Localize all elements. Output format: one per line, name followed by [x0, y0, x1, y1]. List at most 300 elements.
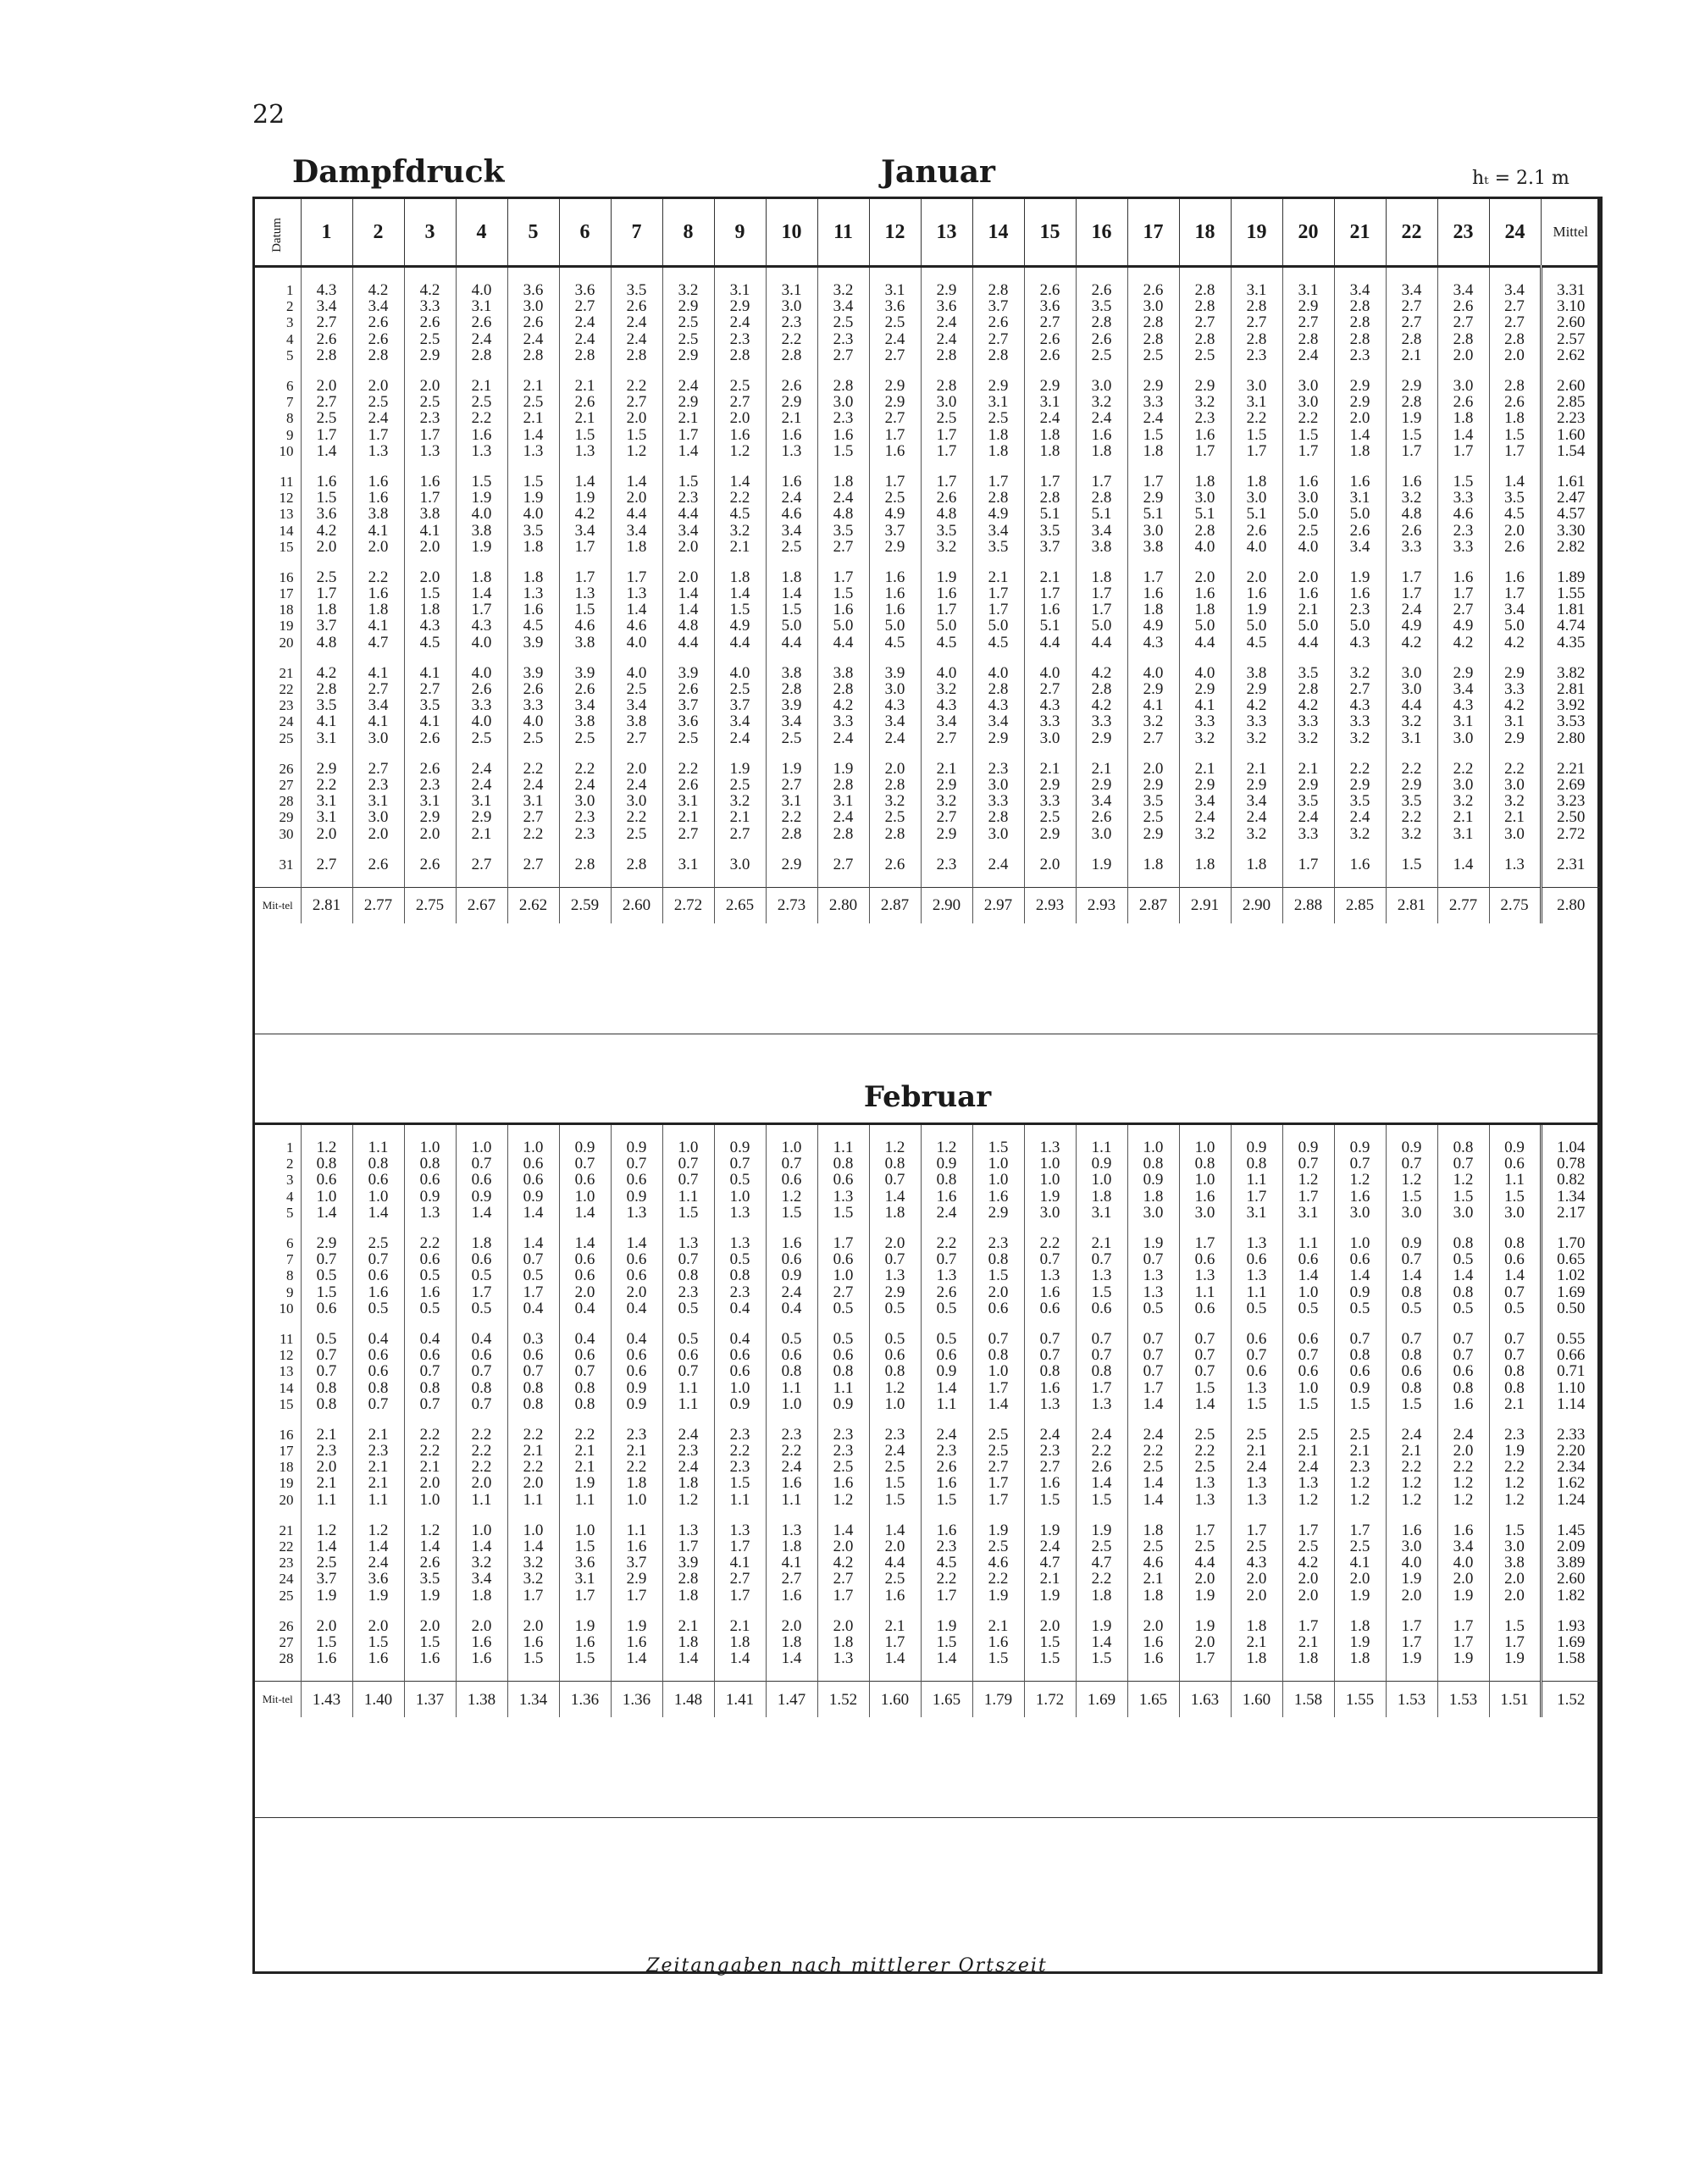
value-cell: 2.2	[611, 809, 662, 825]
day-cell: 25	[279, 1587, 294, 1604]
value-cell: 1.2	[817, 1492, 869, 1508]
value-cell: 1.4	[352, 1538, 404, 1555]
value-cell: 0.8	[1437, 1139, 1489, 1156]
value-cell: 3.0	[1282, 490, 1334, 506]
value-cell: 0.8	[301, 1396, 352, 1412]
value-cell: 2.3	[921, 1538, 972, 1555]
value-cell: 1.6	[817, 427, 869, 443]
value-cell: 1.8	[1127, 1522, 1179, 1538]
value-cell: 4.1	[1127, 697, 1179, 713]
value-cell: 1.2	[1437, 1492, 1489, 1508]
february-table	[255, 1125, 1600, 1717]
value-cell: 2.2	[456, 1427, 507, 1443]
value-cell: 4.5	[869, 635, 921, 651]
value-cell: 1.3	[559, 443, 611, 459]
value-cell: 1.7	[559, 539, 611, 555]
value-cell: 4.9	[972, 506, 1024, 522]
value-cell: 2.6	[1386, 522, 1437, 538]
value-cell: 1.7	[1386, 1634, 1437, 1650]
value-cell: 2.1	[352, 1427, 404, 1443]
day-cell: 20	[279, 1491, 294, 1508]
value-cell: 0.4	[559, 1331, 611, 1347]
value-cell: 4.4	[1076, 635, 1127, 651]
value-cell: 0.8	[404, 1379, 456, 1395]
value-cell: 0.8	[507, 1379, 559, 1395]
value-cell: 2.7	[972, 331, 1024, 347]
value-cell: 3.5	[507, 522, 559, 538]
value-cell: 3.3	[1437, 490, 1489, 506]
value-cell: 1.4	[559, 474, 611, 490]
value-cell: 2.4	[766, 1459, 817, 1475]
day-cell: 24	[279, 713, 294, 730]
value-cell: 2.7	[817, 1571, 869, 1587]
value-cell: 1.6	[456, 427, 507, 443]
value-cell: 2.6	[662, 777, 714, 793]
value-cell: 2.5	[972, 410, 1024, 426]
value-cell: 3.4	[352, 298, 404, 314]
value-cell: 1.8	[817, 1634, 869, 1650]
value-cell: 0.8	[352, 1156, 404, 1172]
value-cell: 0.9	[611, 1379, 662, 1395]
hourly-mean-cell: 2.73	[766, 887, 817, 923]
value-cell: 5.0	[1076, 618, 1127, 634]
value-cell: 3.7	[301, 1571, 352, 1587]
value-cell: 2.1	[1231, 1634, 1282, 1650]
value-cell: 2.0	[1024, 1618, 1076, 1634]
value-cell: 2.7	[714, 394, 766, 410]
value-cell: 1.8	[1282, 1650, 1334, 1666]
value-cell: 1.3	[559, 585, 611, 601]
value-cell: 1.1	[611, 1522, 662, 1538]
value-cell: 2.8	[1127, 331, 1179, 347]
value-cell: 4.2	[817, 1555, 869, 1571]
value-cell: 1.7	[972, 474, 1024, 490]
value-cell: 2.1	[714, 539, 766, 555]
value-cell: 0.5	[1437, 1251, 1489, 1267]
daily-mean-cell: 2.20	[1541, 1443, 1600, 1459]
value-cell: 2.2	[662, 761, 714, 777]
value-cell: 4.0	[456, 713, 507, 729]
value-cell: 0.7	[1179, 1331, 1231, 1347]
value-cell: 2.1	[559, 1443, 611, 1459]
value-cell: 2.2	[1231, 410, 1282, 426]
value-cell: 1.6	[766, 427, 817, 443]
value-cell: 2.0	[1282, 1588, 1334, 1604]
daily-mean-cell: 1.54	[1541, 443, 1600, 459]
table-row	[255, 1139, 1600, 1156]
value-cell: 3.1	[1076, 1205, 1127, 1221]
value-cell: 0.9	[714, 1396, 766, 1412]
value-cell: 4.0	[1437, 1555, 1489, 1571]
table-row	[255, 1588, 1600, 1604]
value-cell: 1.7	[352, 427, 404, 443]
value-cell: 1.0	[301, 1189, 352, 1205]
value-cell: 1.6	[1386, 1522, 1437, 1538]
value-cell: 3.2	[507, 1571, 559, 1587]
value-cell: 2.7	[507, 809, 559, 825]
value-cell: 0.6	[1024, 1300, 1076, 1316]
value-cell: 0.6	[507, 1156, 559, 1172]
value-cell: 3.1	[1231, 1205, 1282, 1221]
value-cell: 3.2	[1437, 793, 1489, 809]
table-row	[255, 1267, 1600, 1283]
value-cell: 2.6	[507, 314, 559, 330]
value-cell: 4.0	[714, 665, 766, 681]
value-cell: 1.0	[1179, 1139, 1231, 1156]
value-cell: 1.6	[766, 1235, 817, 1251]
day-cell: 5	[286, 346, 294, 363]
value-cell: 2.0	[507, 1618, 559, 1634]
value-cell: 1.1	[766, 1379, 817, 1395]
page-number: 22	[252, 100, 285, 130]
value-cell: 2.8	[766, 681, 817, 697]
value-cell: 5.0	[766, 618, 817, 634]
value-cell: 1.6	[1334, 856, 1386, 873]
daily-mean-cell: 1.34	[1541, 1189, 1600, 1205]
daily-mean-cell: 2.34	[1541, 1459, 1600, 1475]
value-cell: 4.3	[921, 697, 972, 713]
value-cell: 3.1	[1282, 282, 1334, 298]
value-cell: 3.3	[1282, 713, 1334, 729]
value-cell: 2.5	[817, 1459, 869, 1475]
value-cell: 2.1	[662, 809, 714, 825]
value-cell: 4.2	[352, 282, 404, 298]
value-cell: 2.4	[869, 730, 921, 746]
value-cell: 1.7	[662, 427, 714, 443]
value-cell: 0.7	[662, 1172, 714, 1188]
value-cell: 2.4	[559, 331, 611, 347]
day-cell: 12	[279, 1347, 294, 1364]
value-cell: 1.8	[1179, 856, 1231, 873]
day-cell: 9	[286, 426, 294, 443]
value-cell: 2.3	[1231, 347, 1282, 363]
value-cell: 0.5	[817, 1300, 869, 1316]
day-cell: 24	[279, 1571, 294, 1588]
value-cell: 4.5	[921, 1555, 972, 1571]
value-cell: 2.3	[766, 314, 817, 330]
value-cell: 2.8	[972, 347, 1024, 363]
value-cell: 0.6	[1386, 1363, 1437, 1379]
value-cell: 2.5	[1282, 1427, 1334, 1443]
daily-mean-cell: 3.31	[1541, 282, 1600, 298]
value-cell: 0.6	[456, 1347, 507, 1363]
value-cell: 3.1	[766, 282, 817, 298]
value-cell: 1.0	[559, 1189, 611, 1205]
value-cell: 3.6	[559, 282, 611, 298]
value-cell: 0.8	[1024, 1363, 1076, 1379]
value-cell: 2.5	[404, 394, 456, 410]
value-cell: 1.7	[921, 427, 972, 443]
hour-header: 13	[921, 199, 972, 267]
value-cell: 0.6	[1282, 1251, 1334, 1267]
value-cell: 1.3	[1024, 1267, 1076, 1283]
value-cell: 1.7	[869, 427, 921, 443]
hourly-mean-cell: 2.77	[352, 887, 404, 923]
value-cell: 1.7	[1282, 443, 1334, 459]
table-row	[255, 635, 1600, 651]
value-cell: 1.9	[1334, 1588, 1386, 1604]
value-cell: 0.5	[456, 1267, 507, 1283]
value-cell: 0.9	[1334, 1139, 1386, 1156]
value-cell: 1.4	[662, 585, 714, 601]
value-cell: 2.0	[404, 825, 456, 841]
value-cell: 2.7	[921, 730, 972, 746]
value-cell: 3.8	[559, 713, 611, 729]
value-cell: 0.4	[714, 1331, 766, 1347]
value-cell: 3.3	[1437, 539, 1489, 555]
value-cell: 3.3	[1386, 539, 1437, 555]
value-cell: 3.5	[1282, 665, 1334, 681]
day-cell: 6	[286, 1235, 294, 1252]
value-cell: 2.6	[559, 394, 611, 410]
value-cell: 0.9	[1334, 1379, 1386, 1395]
value-cell: 2.5	[1231, 1427, 1282, 1443]
value-cell: 2.1	[869, 1618, 921, 1634]
value-cell: 2.1	[766, 410, 817, 426]
value-cell: 1.3	[714, 1235, 766, 1251]
value-cell: 1.5	[921, 1634, 972, 1650]
value-cell: 3.6	[507, 282, 559, 298]
daily-mean-cell: 1.55	[1541, 585, 1600, 601]
day-cell: 16	[279, 568, 294, 585]
value-cell: 0.6	[1489, 1251, 1541, 1267]
value-cell: 1.2	[1386, 1475, 1437, 1491]
value-cell: 1.5	[766, 1205, 817, 1221]
value-cell: 2.5	[1127, 347, 1179, 363]
value-cell: 1.0	[404, 1139, 456, 1156]
value-cell: 2.6	[1437, 298, 1489, 314]
value-cell: 3.8	[559, 635, 611, 651]
value-cell: 2.7	[301, 394, 352, 410]
value-cell: 3.0	[972, 777, 1024, 793]
value-cell: 3.4	[456, 1571, 507, 1587]
value-cell: 1.9	[1024, 1522, 1076, 1538]
table-row	[255, 298, 1600, 314]
value-cell: 2.0	[301, 1618, 352, 1634]
value-cell: 1.7	[1282, 1522, 1334, 1538]
value-cell: 2.9	[1231, 681, 1282, 697]
value-cell: 4.6	[611, 618, 662, 634]
value-cell: 0.7	[1127, 1251, 1179, 1267]
hourly-mean-cell: 2.90	[1231, 887, 1282, 923]
value-cell: 3.0	[1127, 522, 1179, 538]
value-cell: 1.5	[1489, 1522, 1541, 1538]
day-cell: 7	[286, 1251, 294, 1268]
value-cell: 2.4	[1024, 1538, 1076, 1555]
value-cell: 3.8	[611, 713, 662, 729]
value-cell: 0.4	[507, 1300, 559, 1316]
hour-header: 2	[352, 199, 404, 267]
value-cell: 2.7	[766, 1571, 817, 1587]
value-cell: 0.6	[1334, 1363, 1386, 1379]
table-row	[255, 730, 1600, 746]
daily-mean-cell: 0.65	[1541, 1251, 1600, 1267]
value-cell: 1.7	[559, 1588, 611, 1604]
value-cell: 0.7	[1024, 1331, 1076, 1347]
hour-header: 10	[766, 199, 817, 267]
value-cell: 2.1	[714, 809, 766, 825]
value-cell: 2.6	[1076, 331, 1127, 347]
value-cell: 2.4	[921, 331, 972, 347]
value-cell: 2.9	[1437, 665, 1489, 681]
value-cell: 0.5	[1386, 1300, 1437, 1316]
table-row	[255, 1284, 1600, 1300]
value-cell: 3.2	[1179, 730, 1231, 746]
hour-header: 22	[1386, 199, 1437, 267]
value-cell: 1.6	[1024, 1284, 1076, 1300]
value-cell: 2.8	[1437, 331, 1489, 347]
daily-mean-cell: 1.69	[1541, 1284, 1600, 1300]
value-cell: 1.3	[456, 443, 507, 459]
value-cell: 3.5	[1386, 793, 1437, 809]
value-cell: 1.7	[714, 1538, 766, 1555]
value-cell: 1.2	[352, 1522, 404, 1538]
value-cell: 2.0	[352, 539, 404, 555]
value-cell: 1.3	[352, 443, 404, 459]
value-cell: 5.1	[1024, 618, 1076, 634]
value-cell: 0.8	[1076, 1363, 1127, 1379]
hourly-mean-cell: 1.38	[456, 1682, 507, 1718]
daily-mean-cell: 1.89	[1541, 569, 1600, 585]
day-cell: 22	[279, 1538, 294, 1555]
value-cell: 2.7	[1282, 314, 1334, 330]
value-cell: 2.0	[1334, 1571, 1386, 1587]
value-cell: 0.6	[921, 1347, 972, 1363]
value-cell: 2.3	[662, 1443, 714, 1459]
value-cell: 2.7	[1334, 681, 1386, 697]
value-cell: 0.9	[1282, 1139, 1334, 1156]
hour-header: 6	[559, 199, 611, 267]
value-cell: 1.9	[1437, 1588, 1489, 1604]
value-cell: 1.9	[1231, 601, 1282, 618]
value-cell: 0.5	[1437, 1300, 1489, 1316]
value-cell: 1.1	[766, 1492, 817, 1508]
value-cell: 2.8	[1076, 490, 1127, 506]
hourly-mean-cell: 2.90	[921, 887, 972, 923]
value-cell: 2.3	[559, 809, 611, 825]
value-cell: 2.6	[869, 856, 921, 873]
value-cell: 4.2	[1489, 635, 1541, 651]
value-cell: 3.1	[1231, 282, 1282, 298]
value-cell: 1.6	[972, 1634, 1024, 1650]
value-cell: 2.8	[1282, 331, 1334, 347]
value-cell: 3.2	[1231, 730, 1282, 746]
value-cell: 3.0	[1437, 730, 1489, 746]
value-cell: 2.5	[507, 730, 559, 746]
value-cell: 0.8	[1437, 1284, 1489, 1300]
value-cell: 4.2	[559, 506, 611, 522]
value-cell: 1.4	[662, 1650, 714, 1666]
value-cell: 2.3	[921, 1443, 972, 1459]
value-cell: 0.6	[559, 1347, 611, 1363]
value-cell: 1.5	[404, 1634, 456, 1650]
value-cell: 1.7	[1024, 585, 1076, 601]
value-cell: 1.6	[404, 1284, 456, 1300]
value-cell: 1.3	[611, 1205, 662, 1221]
value-cell: 1.0	[1282, 1379, 1334, 1395]
value-cell: 2.8	[1179, 522, 1231, 538]
value-cell: 4.3	[1334, 635, 1386, 651]
table-row	[255, 713, 1600, 729]
value-cell: 3.8	[404, 506, 456, 522]
hourly-mean-cell: 2.81	[301, 887, 352, 923]
value-cell: 1.3	[507, 585, 559, 601]
daily-mean-cell: 2.31	[1541, 856, 1600, 873]
value-cell: 2.4	[662, 1459, 714, 1475]
value-cell: 3.1	[1024, 394, 1076, 410]
value-cell: 1.8	[1127, 601, 1179, 618]
value-cell: 3.1	[817, 793, 869, 809]
value-cell: 3.1	[766, 793, 817, 809]
day-cell: 4	[286, 330, 294, 347]
value-cell: 1.9	[559, 490, 611, 506]
value-cell: 2.3	[352, 777, 404, 793]
value-cell: 1.2	[1437, 1172, 1489, 1188]
value-cell: 3.9	[507, 635, 559, 651]
value-cell: 0.7	[404, 1396, 456, 1412]
value-cell: 2.5	[662, 314, 714, 330]
hourly-mean-cell: 1.69	[1076, 1682, 1127, 1718]
daily-mean-cell: 3.82	[1541, 665, 1600, 681]
table-row	[255, 761, 1600, 777]
value-cell: 3.4	[611, 522, 662, 538]
value-cell: 2.1	[1024, 569, 1076, 585]
hour-header: 15	[1024, 199, 1076, 267]
value-cell: 3.3	[507, 697, 559, 713]
hour-header: 23	[1437, 199, 1489, 267]
value-cell: 1.4	[1437, 427, 1489, 443]
value-cell: 3.2	[921, 793, 972, 809]
value-cell: 0.6	[766, 1172, 817, 1188]
value-cell: 2.1	[1282, 1634, 1334, 1650]
value-cell: 3.0	[817, 394, 869, 410]
value-cell: 5.1	[1179, 506, 1231, 522]
value-cell: 2.1	[1127, 1571, 1179, 1587]
value-cell: 2.5	[1179, 1538, 1231, 1555]
value-cell: 2.6	[1489, 394, 1541, 410]
value-cell: 3.7	[301, 618, 352, 634]
value-cell: 1.3	[1231, 1235, 1282, 1251]
value-cell: 0.7	[1127, 1331, 1179, 1347]
value-cell: 2.9	[301, 1235, 352, 1251]
value-cell: 1.6	[404, 1650, 456, 1666]
value-cell: 0.6	[817, 1251, 869, 1267]
value-cell: 3.3	[1127, 394, 1179, 410]
value-cell: 2.8	[766, 347, 817, 363]
value-cell: 1.6	[507, 601, 559, 618]
value-cell: 1.8	[1334, 1650, 1386, 1666]
value-cell: 1.5	[1231, 427, 1282, 443]
value-cell: 3.3	[404, 298, 456, 314]
value-cell: 3.1	[1282, 1205, 1334, 1221]
value-cell: 2.4	[1231, 809, 1282, 825]
hourly-mean-cell: 2.93	[1076, 887, 1127, 923]
value-cell: 1.8	[714, 1634, 766, 1650]
value-cell: 2.5	[1334, 1538, 1386, 1555]
value-cell: 2.6	[921, 1284, 972, 1300]
value-cell: 0.6	[1282, 1363, 1334, 1379]
value-cell: 0.7	[1179, 1363, 1231, 1379]
value-cell: 4.1	[352, 665, 404, 681]
value-cell: 1.0	[1282, 1284, 1334, 1300]
value-cell: 3.4	[1437, 282, 1489, 298]
value-cell: 3.4	[817, 298, 869, 314]
value-cell: 2.1	[972, 1618, 1024, 1634]
daily-mean-cell: 2.80	[1541, 730, 1600, 746]
value-cell: 1.2	[1437, 1475, 1489, 1491]
day-cell: 5	[286, 1204, 294, 1221]
value-cell: 2.4	[1231, 1459, 1282, 1475]
